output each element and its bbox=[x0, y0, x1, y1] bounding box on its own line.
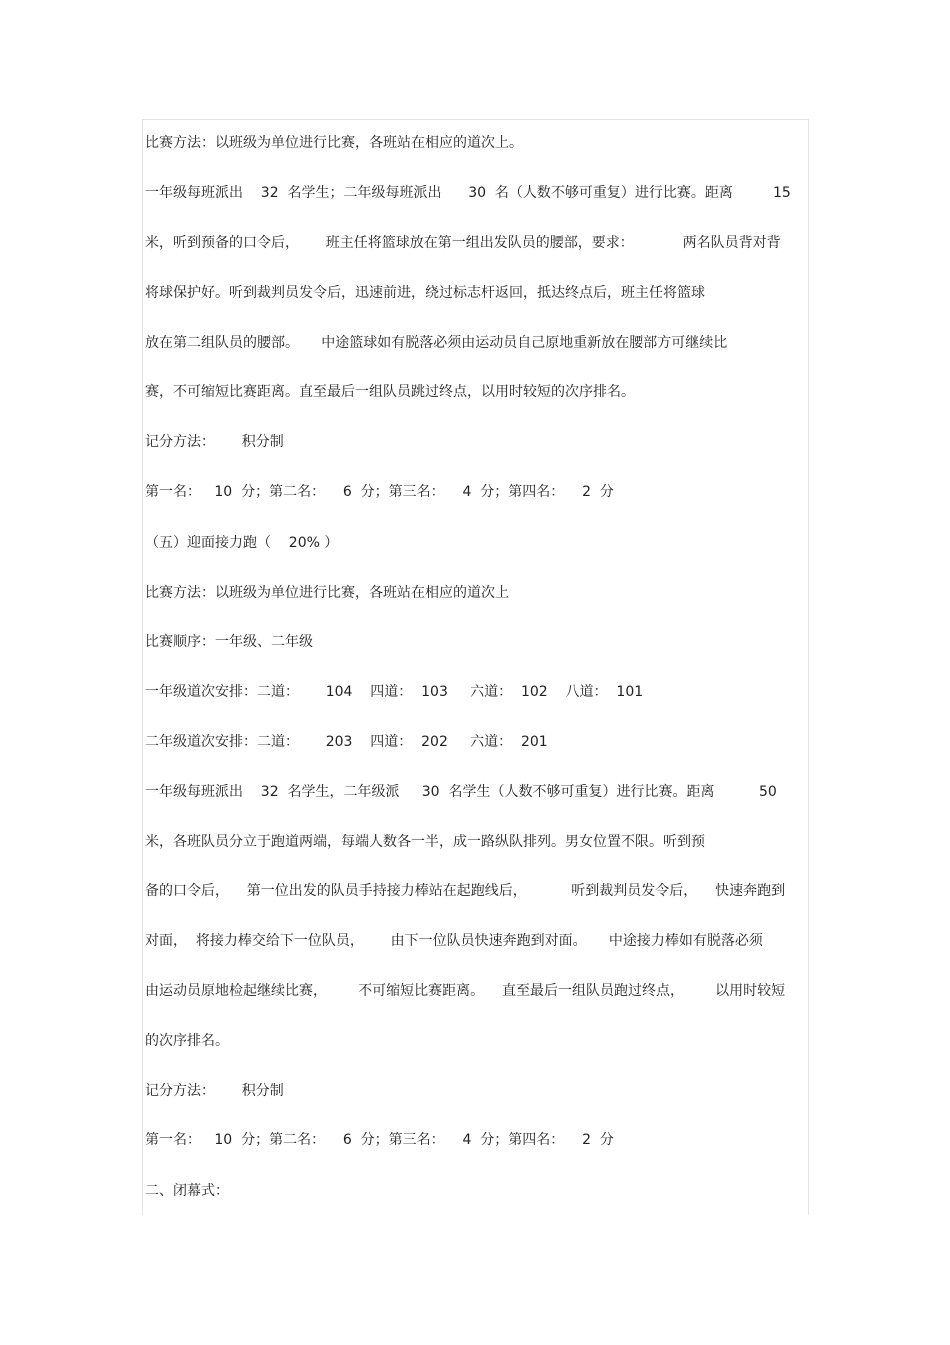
text-line: 比赛方法：以班级为单位进行比赛，各班站在相应的道次上 bbox=[145, 585, 509, 601]
text-line: 米，各班队员分立于跑道两端，每端人数各一半，成一路纵队排列。男女位置不限。听到预 bbox=[145, 834, 705, 850]
lane-arrangement-grade2: 二年级道次安排：二道： 203 四道： 202 六道： 201 bbox=[145, 734, 548, 750]
score-line: 第一名： 10 分；第二名： 6 分；第三名： 4 分；第四名： 2 分 bbox=[145, 484, 614, 500]
text-line: 比赛顺序：一年级、二年级 bbox=[145, 634, 313, 650]
text-line: 比赛方法：以班级为单位进行比赛，各班站在相应的道次上。 bbox=[145, 135, 523, 151]
text-line: 放在第二组队员的腰部。 中途篮球如有脱落必须由运动员自己原地重新放在腰部方可继续比 bbox=[145, 335, 728, 351]
text-line: 米，听到预备的口令后， 班主任将篮球放在第一组出发队员的腰部，要求： 两名队员背对背 bbox=[145, 235, 781, 251]
text-line: 一年级每班派出 32 名学生；二年级每班派出 30 名（人数不够可重复）进行比赛。距离 15 bbox=[145, 185, 791, 201]
section-heading: 二、闭幕式： bbox=[145, 1183, 229, 1199]
text-line: 对面， 将接力棒交给下一位队员， 由下一位队员快速奔跑到对面。 中途接力棒如有脱落必须 bbox=[145, 933, 763, 949]
section-heading: （五）迎面接力跑（ 20% ） bbox=[145, 535, 339, 551]
text-line: 赛，不可缩短比赛距离。直至最后一组队员跳过终点，以用时较短的次序排名。 bbox=[145, 384, 635, 400]
text-line: 由运动员原地检起继续比赛， 不可缩短比赛距离。 直至最后一组队员跑过终点， 以用时较短 bbox=[145, 983, 786, 999]
text-line: 的次序排名。 bbox=[145, 1033, 229, 1049]
text-line: 将球保护好。听到裁判员发令后，迅速前进，绕过标志杆返回，抵达终点后，班主任将篮球 bbox=[145, 285, 705, 301]
text-line: 备的口令后， 第一位出发的队员手持接力棒站在起跑线后， 听到裁判员发令后， 快速奔跑到 bbox=[145, 883, 786, 899]
text-line: 一年级每班派出 32 名学生，二年级派 30 名学生（人数不够可重复）进行比赛。距离 50 bbox=[145, 784, 777, 800]
score-line: 第一名： 10 分；第二名： 6 分；第三名： 4 分；第四名： 2 分 bbox=[145, 1132, 614, 1148]
section-label: 记分方法： 积分制 bbox=[145, 434, 284, 450]
lane-arrangement-grade1: 一年级道次安排：二道： 104 四道： 103 六道： 102 八道： 101 bbox=[145, 684, 644, 700]
section-label: 记分方法： 积分制 bbox=[145, 1083, 284, 1099]
